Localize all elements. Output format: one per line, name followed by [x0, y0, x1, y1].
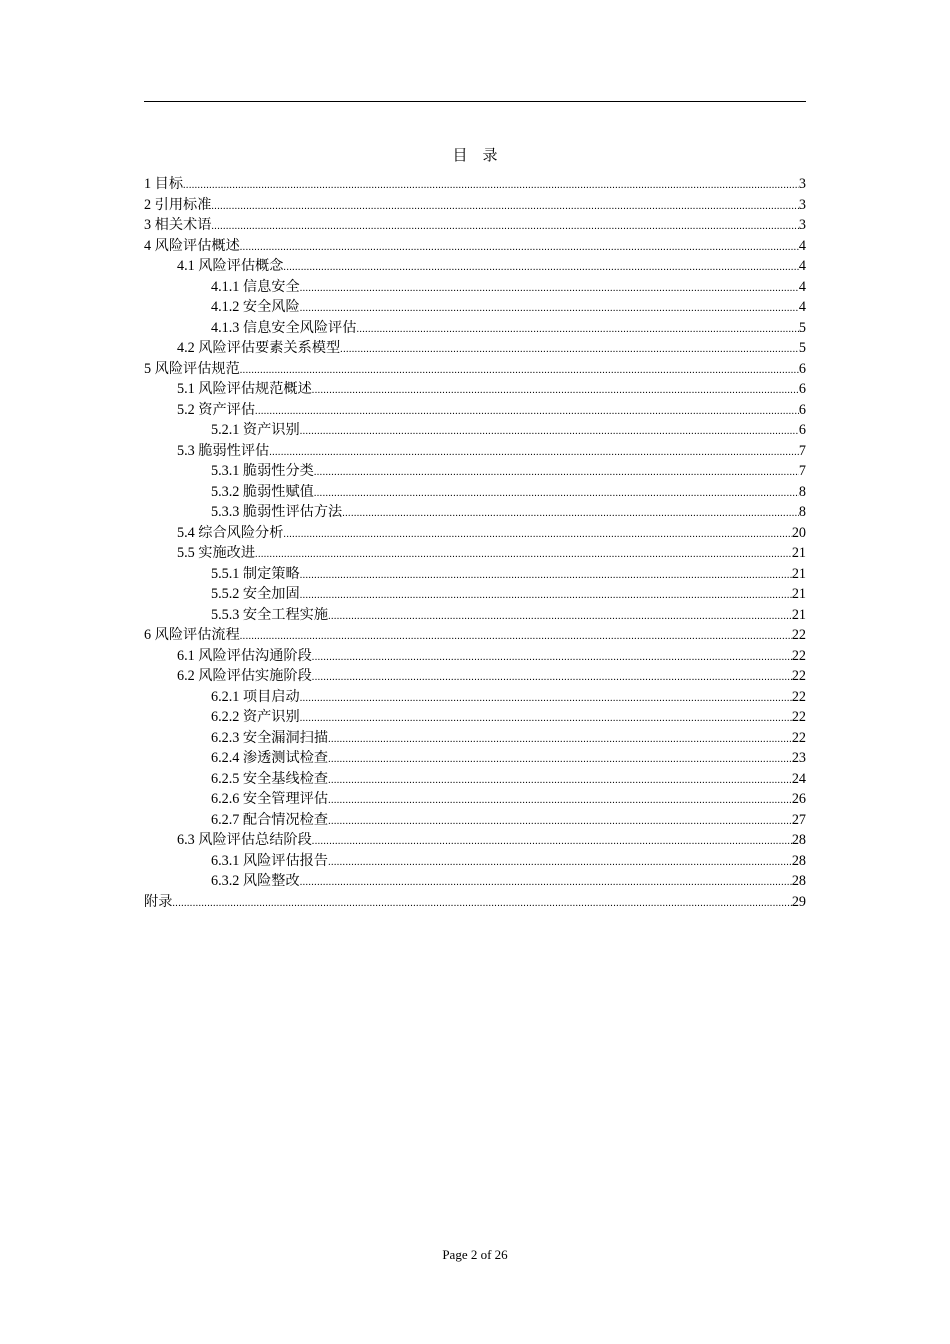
header-rule: [144, 101, 806, 102]
toc-entry-label: 附录: [144, 893, 173, 910]
toc-leader-dots: [328, 750, 792, 769]
toc-leader-dots: [300, 873, 792, 892]
toc-entry[interactable]: [144, 297, 806, 318]
toc-entry[interactable]: [144, 564, 806, 585]
toc-entry[interactable]: [144, 769, 806, 790]
toc-leader-dots: [240, 361, 799, 380]
toc-entry-page: 21: [791, 545, 806, 561]
toc-entry-page: 6: [798, 360, 806, 377]
toc-entry[interactable]: [144, 482, 806, 503]
toc-entry[interactable]: [144, 728, 806, 749]
toc-entry-label: 6.3.1 风险评估报告: [211, 852, 329, 869]
toc-entry-label: 5 风险评估规范: [144, 360, 240, 377]
toc-leader-dots: [269, 443, 799, 462]
toc-entry-label: 6.2.5 安全基线检查: [211, 770, 329, 787]
toc-entry[interactable]: [144, 810, 806, 831]
toc-entry-label: 6.3 风险评估总结阶段: [177, 832, 312, 848]
toc-entry-label: 4.1.1 信息安全: [211, 278, 300, 295]
toc-entry-label: 4.1 风险评估概念: [177, 258, 284, 274]
toc-leader-dots: [328, 730, 792, 749]
toc-entry-page: 22: [791, 688, 806, 705]
toc-title: 目 录: [452, 148, 498, 164]
toc-entry-page: 5: [798, 319, 806, 336]
toc-leader-dots: [328, 607, 792, 626]
toc-entry-label: 5.3.3 脆弱性评估方法: [211, 504, 343, 520]
toc-leader-dots: [172, 894, 791, 913]
toc-entry-page: 7: [798, 463, 806, 479]
toc-entry-page: 4: [798, 278, 806, 295]
toc-entry[interactable]: [144, 707, 806, 728]
toc-leader-dots: [312, 381, 799, 400]
toc-entry[interactable]: [144, 748, 806, 769]
toc-leader-dots: [211, 217, 799, 236]
toc-leader-dots: [255, 545, 792, 564]
toc-leader-dots: [183, 176, 799, 195]
toc-leader-dots: [300, 299, 799, 318]
toc-entry[interactable]: [144, 666, 806, 687]
toc-entry-page: 8: [798, 504, 806, 520]
toc-entry-page: 22: [791, 668, 806, 684]
toc-entry-label: 2 引用标准: [144, 196, 212, 213]
toc-entry[interactable]: [144, 359, 806, 380]
toc-entry-page: 3: [798, 176, 806, 192]
toc-entry[interactable]: [144, 256, 806, 277]
toc-entry-label: 6.2.2 资产识别: [211, 709, 300, 725]
toc-entry[interactable]: [144, 605, 806, 626]
toc-entry-page: 29: [791, 893, 806, 910]
toc-entry-label: 1 目标: [144, 176, 184, 192]
toc-entry[interactable]: [144, 420, 806, 441]
toc-entry-page: 6: [798, 422, 806, 438]
toc-entry[interactable]: [144, 461, 806, 482]
toc-leader-dots: [300, 689, 792, 708]
toc-entry[interactable]: [144, 318, 806, 339]
toc-entry-label: 6.2.1 项目启动: [211, 688, 300, 705]
toc-entry[interactable]: [144, 441, 806, 462]
toc-entry-page: 22: [791, 647, 806, 664]
toc-entry-page: 8: [798, 483, 806, 500]
toc-entry[interactable]: [144, 646, 806, 667]
toc-entry-page: 22: [791, 627, 806, 643]
toc-entry-label: 5.3.2 脆弱性赋值: [211, 483, 314, 500]
toc-entry[interactable]: [144, 174, 806, 195]
toc-leader-dots: [240, 238, 799, 257]
toc-leader-dots: [328, 791, 792, 810]
toc-entry-page: 21: [791, 565, 806, 582]
toc-entry-label: 3 相关术语: [144, 217, 212, 233]
toc-entry-page: 22: [791, 709, 806, 725]
toc-entry-label: 4 风险评估概述: [144, 237, 240, 254]
toc-entry-page: 24: [791, 770, 806, 787]
toc-entry-page: 21: [791, 586, 806, 602]
page-footer: Page 2 of 26: [442, 1247, 508, 1262]
toc-entry-page: 6: [798, 381, 806, 397]
toc-leader-dots: [300, 709, 792, 728]
toc-entry-label: 5.1 风险评估规范概述: [177, 381, 312, 397]
toc-entry[interactable]: [144, 236, 806, 257]
toc-leader-dots: [328, 771, 792, 790]
toc-entry[interactable]: [144, 502, 806, 523]
toc-entry-label: 5.5 实施改进: [177, 545, 256, 561]
toc-leader-dots: [328, 853, 792, 872]
toc-entry-label: 6.2.4 渗透测试检查: [211, 750, 329, 766]
toc-entry-label: 5.4 综合风险分析: [177, 524, 284, 541]
toc-leader-dots: [300, 566, 792, 585]
toc-leader-dots: [240, 627, 792, 646]
toc-entry-label: 6.2.7 配合情况检查: [211, 811, 329, 828]
toc-entry-label: 4.1.2 安全风险: [211, 299, 300, 315]
toc-entry[interactable]: [144, 830, 806, 851]
toc-leader-dots: [255, 402, 799, 421]
toc-entry-page: 28: [791, 852, 806, 869]
toc-entry[interactable]: [144, 584, 806, 605]
toc-entry-page: 26: [791, 791, 806, 807]
toc-entry-label: 5.5.1 制定策略: [211, 565, 300, 582]
toc-entry-page: 23: [791, 750, 806, 766]
toc-leader-dots: [211, 197, 799, 216]
toc-leader-dots: [283, 258, 798, 277]
toc-entry-page: 28: [791, 832, 806, 848]
toc-entry-page: 7: [798, 442, 806, 459]
toc-entry[interactable]: [144, 195, 806, 216]
toc-entry[interactable]: [144, 523, 806, 544]
toc-entry-label: 5.3.1 脆弱性分类: [211, 463, 314, 479]
toc-entry-label: 6.1 风险评估沟通阶段: [177, 647, 312, 664]
toc-entry-label: 4.1.3 信息安全风险评估: [211, 319, 357, 336]
table-of-contents: [144, 174, 806, 912]
toc-entry[interactable]: [144, 338, 806, 359]
toc-entry[interactable]: [144, 871, 806, 892]
toc-entry[interactable]: [144, 687, 806, 708]
toc-entry-page: 28: [791, 873, 806, 889]
toc-entry[interactable]: [144, 789, 806, 810]
toc-entry-page: 6: [798, 401, 806, 418]
toc-entry-page: 3: [798, 196, 806, 213]
toc-entry[interactable]: [144, 215, 806, 236]
toc-entry-label: 5.2 资产评估: [177, 401, 256, 418]
toc-leader-dots: [356, 320, 798, 339]
toc-entry[interactable]: [144, 400, 806, 421]
toc-entry-page: 21: [791, 606, 806, 623]
toc-entry[interactable]: [144, 543, 806, 564]
toc-entry-page: 22: [791, 729, 806, 746]
toc-leader-dots: [328, 812, 792, 831]
toc-leader-dots: [312, 648, 792, 667]
toc-entry-page: 3: [798, 217, 806, 233]
toc-leader-dots: [340, 340, 799, 359]
toc-entry-label: 6 风险评估流程: [144, 627, 240, 643]
toc-leader-dots: [283, 525, 791, 544]
toc-leader-dots: [314, 463, 799, 482]
toc-entry-page: 20: [791, 524, 806, 541]
toc-entry-label: 6.2.6 安全管理评估: [211, 791, 329, 807]
toc-entry-label: 5.3 脆弱性评估: [177, 442, 270, 459]
toc-entry-label: 6.2 风险评估实施阶段: [177, 668, 312, 684]
toc-entry[interactable]: [144, 379, 806, 400]
toc-entry-page: 5: [798, 340, 806, 356]
toc-entry-label: 6.2.3 安全漏洞扫描: [211, 729, 329, 746]
toc-leader-dots: [300, 422, 799, 441]
toc-entry-label: 6.3.2 风险整改: [211, 873, 300, 889]
toc-leader-dots: [342, 504, 799, 523]
toc-entry-page: 4: [798, 237, 806, 254]
toc-leader-dots: [312, 668, 792, 687]
toc-entry-page: 4: [798, 299, 806, 315]
toc-entry-page: 4: [798, 258, 806, 274]
toc-entry-label: 5.5.2 安全加固: [211, 586, 300, 602]
toc-entry[interactable]: [144, 892, 806, 913]
toc-leader-dots: [300, 586, 792, 605]
toc-leader-dots: [314, 484, 799, 503]
toc-entry-label: 4.2 风险评估要素关系模型: [177, 340, 341, 356]
toc-entry[interactable]: [144, 277, 806, 298]
toc-entry[interactable]: [144, 625, 806, 646]
toc-entry-label: 5.2.1 资产识别: [211, 422, 300, 438]
toc-leader-dots: [300, 279, 799, 298]
toc-leader-dots: [312, 832, 792, 851]
toc-entry-label: 5.5.3 安全工程实施: [211, 606, 329, 623]
toc-entry-page: 27: [791, 811, 806, 828]
toc-entry[interactable]: [144, 851, 806, 872]
